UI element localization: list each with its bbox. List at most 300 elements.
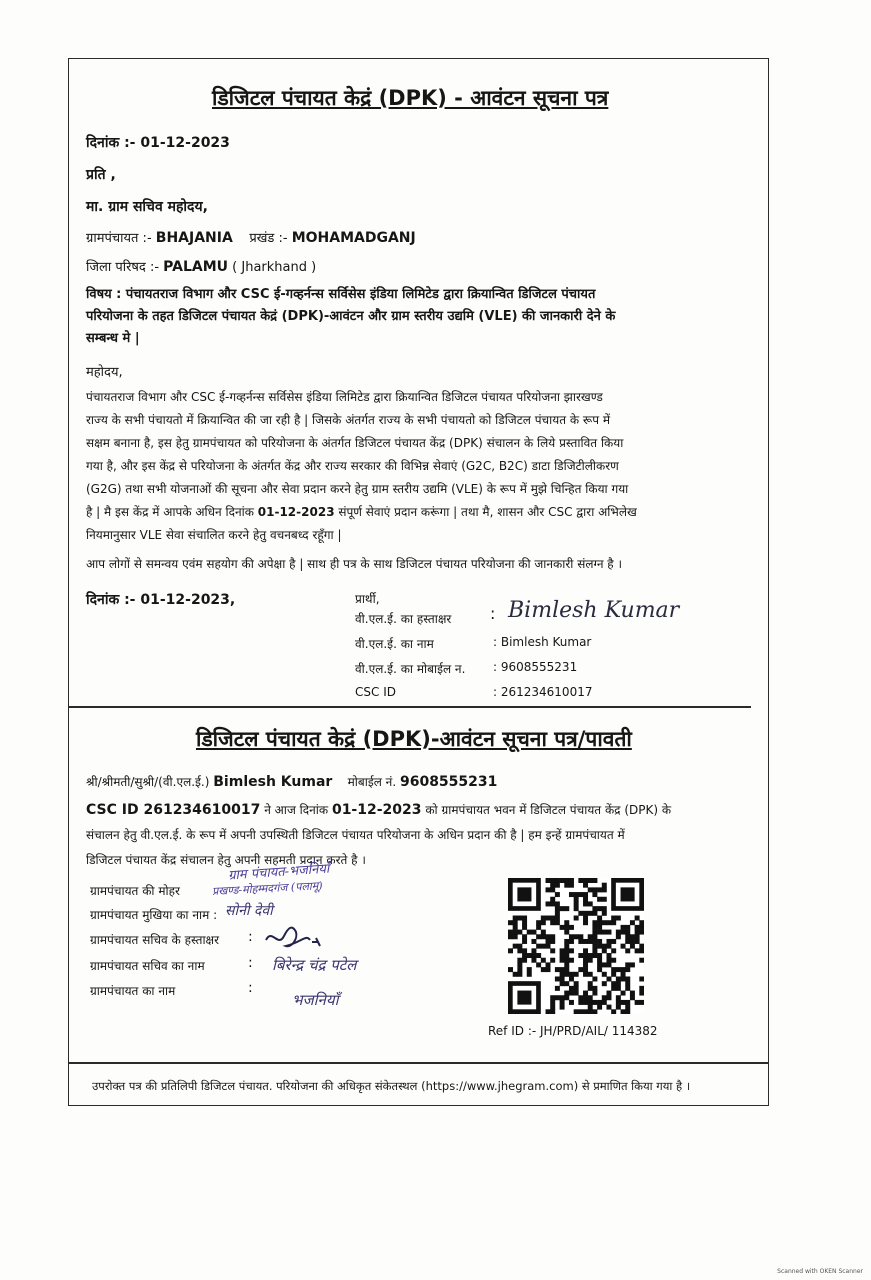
- qr-module: [611, 1009, 616, 1014]
- subject-line-2: परियोजना के तहत डिजिटल पंचायत केद्रं (DPK)-आवंटन और ग्राम स्तरीय उद्यमि (VLE) की जानकारी देने के: [86, 309, 616, 324]
- qr-module: [541, 930, 546, 935]
- qr-module: [569, 1000, 574, 1005]
- qr-module: [606, 939, 611, 944]
- qr-module: [517, 930, 522, 935]
- qr-module: [588, 911, 593, 916]
- qr-module: [588, 901, 593, 906]
- qr-module: [583, 953, 588, 958]
- qr-module: [602, 972, 607, 977]
- body-line-4: गया है, और इस केंद्र से परियोजना के अंतर्गत केंद्र और राज्य सरकार की विभिन्न सेवाएं (G2C, B2C) डाटा डिजिटीलीकरण: [86, 459, 619, 473]
- qr-module: [560, 958, 565, 963]
- qr-module: [606, 995, 611, 1000]
- qr-module: [616, 995, 621, 1000]
- qr-module: [616, 976, 621, 981]
- qr-module: [592, 944, 597, 949]
- qr-module: [569, 934, 574, 939]
- qr-module: [578, 892, 583, 897]
- gp-handwriting: भजनियाँ: [292, 991, 339, 1009]
- qr-module: [517, 958, 522, 963]
- qr-module: [555, 995, 560, 1000]
- qr-module: [588, 878, 593, 883]
- qr-module: [550, 883, 555, 888]
- subject-label: विषय :: [86, 287, 122, 302]
- qr-module: [597, 1000, 602, 1005]
- secretary-handwriting: बिरेन्द्र चंद्र पटेल: [272, 956, 357, 974]
- qr-module: [555, 901, 560, 906]
- block-label: प्रखंड :-: [249, 231, 288, 246]
- qr-module: [639, 930, 644, 935]
- district-row: [86, 257, 316, 275]
- qr-module: [592, 948, 597, 953]
- applicant-label: प्रार्थी,: [355, 592, 380, 606]
- qr-module: [564, 948, 569, 953]
- qr-module: [611, 916, 616, 921]
- qr-module: [564, 995, 569, 1000]
- csc-label: CSC ID: [355, 685, 396, 699]
- sign-date: दिनांक :- 01-12-2023,: [86, 592, 236, 608]
- gp-stamp-line-1: ग्राम पंचायत-भजनियाँ: [227, 861, 330, 884]
- qr-module: [588, 939, 593, 944]
- qr-module: [583, 883, 588, 888]
- qr-module: [639, 920, 644, 925]
- gp-row: [86, 228, 416, 246]
- qr-module: [578, 953, 583, 958]
- qr-module: [513, 916, 518, 921]
- qr-module: [541, 920, 546, 925]
- addressee: मा. ग्राम सचिव महोदय,: [86, 199, 208, 215]
- qr-module: [625, 962, 630, 967]
- qr-module: [541, 958, 546, 963]
- qr-module: [574, 906, 579, 911]
- qr-module: [639, 958, 644, 963]
- qr-module: [522, 925, 527, 930]
- qr-module: [616, 916, 621, 921]
- qr-module: [621, 967, 626, 972]
- qr-module: [550, 878, 555, 883]
- qr-module: [602, 920, 607, 925]
- qr-module: [621, 887, 635, 901]
- qr-module: [592, 1009, 597, 1014]
- qr-module: [569, 925, 574, 930]
- qr-module: [527, 972, 532, 977]
- qr-module: [531, 930, 536, 935]
- scanner-watermark: Scanned with OKEN Scanner: [777, 1268, 863, 1275]
- qr-module: [630, 939, 635, 944]
- body-line-5: (G2G) तथा सभी योजनाओं की सूचना और सेवा प्रदान करने हेतु ग्राम स्तरीय उद्यमि (VLE) के रूप में मुझे चिन्हित किया गया: [86, 482, 629, 496]
- qr-module: [541, 916, 546, 921]
- body-line-3: सक्षम बनाना है, इस हेतु ग्रामपंचायत को परियोजना के अंतर्गत डिजिटल पंचायत केंद्र (DPK) संचालन के लिये प्रस्तावित किया: [86, 436, 624, 450]
- qr-module: [550, 916, 555, 921]
- qr-module: [564, 920, 569, 925]
- qr-module: [592, 934, 597, 939]
- qr-module: [583, 967, 588, 972]
- qr-module: [597, 1005, 602, 1010]
- qr-module: [569, 883, 574, 888]
- qr-module: [588, 986, 593, 991]
- body-line-6-date: 01-12-2023: [257, 505, 335, 519]
- qr-module: [630, 934, 635, 939]
- qr-module: [574, 972, 579, 977]
- qr-module: [569, 972, 574, 977]
- qr-module: [616, 981, 621, 986]
- qr-module: [592, 953, 597, 958]
- qr-module: [555, 911, 560, 916]
- qr-module: [531, 958, 536, 963]
- qr-module: [546, 939, 551, 944]
- qr-module: [630, 944, 635, 949]
- body-line-7: नियमानुसार VLE सेवा संचालित करने हेतु वचनबध्द रहूँगा |: [86, 528, 342, 542]
- qr-module: [546, 1009, 551, 1014]
- gp-label: ग्रामपंचायत :-: [86, 231, 152, 246]
- qr-module: [578, 1000, 583, 1005]
- section-divider: [68, 706, 751, 708]
- qr-module: [574, 1009, 579, 1014]
- csc-id: : 261234610017: [493, 685, 593, 699]
- qr-module: [583, 995, 588, 1000]
- qr-module: [597, 930, 602, 935]
- qr-module: [550, 901, 555, 906]
- qr-module: [592, 887, 597, 892]
- qr-module: [635, 1000, 640, 1005]
- qr-module: [531, 953, 536, 958]
- qr-module: [606, 991, 611, 996]
- vle-name: : Bimlesh Kumar: [493, 635, 592, 649]
- vle-name-label: वी.एल.ई. का नाम: [355, 637, 434, 651]
- qr-module: [606, 930, 611, 935]
- qr-module: [630, 995, 635, 1000]
- qr-module: [546, 916, 551, 921]
- qr-module: [560, 972, 565, 977]
- qr-module: [560, 967, 565, 972]
- qr-module: [597, 925, 602, 930]
- qr-module: [569, 878, 574, 883]
- qr-module: [560, 981, 565, 986]
- qr-module: [531, 939, 536, 944]
- qr-module: [555, 986, 560, 991]
- secretary-sign-label: ग्रामपंचायत सचिव के हस्ताक्षर: [90, 933, 220, 947]
- qr-module: [508, 934, 513, 939]
- qr-module: [550, 887, 555, 892]
- subject-line-3: सम्बन्ध मे |: [86, 331, 140, 346]
- qr-module: [569, 892, 574, 897]
- district-label: जिला परिषद :-: [86, 260, 160, 275]
- qr-module: [625, 948, 630, 953]
- qr-module: [597, 920, 602, 925]
- qr-module: [588, 934, 593, 939]
- qr-module: [508, 920, 513, 925]
- qr-module: [555, 892, 560, 897]
- ack-line-2: संचालन हेतु वी.एल.ई. के रूप में अपनी उपस्थिती डिजिटल पंचायत परियोजना के अधिन प्रदान की है | हम इन्हें ग्रामपंचायत में: [86, 828, 625, 842]
- qr-module: [611, 920, 616, 925]
- qr-module: [522, 916, 527, 921]
- qr-module: [611, 972, 616, 977]
- qr-module: [574, 892, 579, 897]
- qr-module: [517, 967, 522, 972]
- qr-module: [588, 1000, 593, 1005]
- qr-module: [564, 930, 569, 935]
- qr-module: [630, 920, 635, 925]
- qr-module: [550, 920, 555, 925]
- qr-module: [560, 995, 565, 1000]
- letter-date: दिनांक :- 01-12-2023: [86, 135, 230, 151]
- qr-code: [508, 878, 644, 1014]
- qr-module: [555, 906, 560, 911]
- qr-module: [583, 948, 588, 953]
- qr-module: [625, 930, 630, 935]
- seal-label: ग्रामपंचायत की मोहर: [90, 884, 180, 898]
- qr-module: [578, 995, 583, 1000]
- qr-module: [527, 930, 532, 935]
- qr-module: [602, 1000, 607, 1005]
- qr-module: [621, 976, 626, 981]
- qr-module: [560, 1000, 565, 1005]
- qr-module: [578, 967, 583, 972]
- qr-module: [606, 953, 611, 958]
- qr-module: [583, 1000, 588, 1005]
- block-value: MOHAMADGANJ: [291, 230, 416, 246]
- qr-module: [588, 995, 593, 1000]
- qr-module: [588, 953, 593, 958]
- qr-module: [517, 972, 522, 977]
- qr-module: [639, 948, 644, 953]
- qr-module: [616, 1000, 621, 1005]
- qr-module: [635, 925, 640, 930]
- qr-module: [625, 939, 630, 944]
- qr-module: [625, 981, 630, 986]
- qr-module: [625, 967, 630, 972]
- ack-line-1-post: को ग्रामपंचायत भवन में डिजिटल पंचायत केंद्र (DPK) के: [425, 803, 672, 817]
- qr-module: [625, 934, 630, 939]
- qr-module: [611, 981, 616, 986]
- qr-module: [639, 991, 644, 996]
- qr-module: [517, 944, 522, 949]
- qr-module: [546, 901, 551, 906]
- head-label: ग्रामपंचायत मुखिया का नाम :: [90, 908, 218, 922]
- qr-module: [592, 878, 597, 883]
- qr-module: [555, 883, 560, 888]
- ack-line-1-mid: ने आज दिनांक: [264, 803, 329, 817]
- qr-module: [616, 1005, 621, 1010]
- qr-module: [635, 939, 640, 944]
- qr-module: [602, 883, 607, 888]
- qr-module: [616, 930, 621, 935]
- vle-row: [86, 773, 497, 790]
- qr-module: [635, 930, 640, 935]
- qr-module: [588, 1005, 593, 1010]
- qr-module: [564, 925, 569, 930]
- qr-module: [517, 916, 522, 921]
- qr-module: [583, 962, 588, 967]
- qr-module: [517, 887, 531, 901]
- salutation: महोदय,: [86, 365, 123, 380]
- qr-module: [602, 906, 607, 911]
- qr-module: [592, 911, 597, 916]
- qr-module: [639, 944, 644, 949]
- qr-module: [522, 934, 527, 939]
- qr-module: [550, 948, 555, 953]
- qr-module: [639, 976, 644, 981]
- qr-module: [602, 962, 607, 967]
- qr-module: [564, 906, 569, 911]
- ack-mobile-label: मोबाईल नं.: [347, 775, 397, 789]
- qr-module: [583, 916, 588, 921]
- qr-module: [560, 906, 565, 911]
- qr-module: [546, 962, 551, 967]
- qr-module: [597, 939, 602, 944]
- qr-module: [597, 967, 602, 972]
- qr-module: [588, 972, 593, 977]
- qr-module: [588, 958, 593, 963]
- qr-module: [541, 944, 546, 949]
- qr-module: [550, 1005, 555, 1010]
- qr-module: [639, 925, 644, 930]
- qr-module: [611, 958, 616, 963]
- qr-module: [513, 944, 518, 949]
- qr-module: [611, 948, 616, 953]
- qr-module: [621, 991, 626, 996]
- qr-module: [597, 916, 602, 921]
- qr-module: [606, 976, 611, 981]
- vle-mobile: : 9608555231: [493, 660, 578, 674]
- body-line-1: पंचायतराज विभाग और CSC ई-गव्हर्नन्स सर्विसेस इंडिया लिमिटेड द्वारा क्रियान्वित डिजिटल पंचायत परियोजना झारखण्ड: [86, 390, 603, 404]
- qr-module: [550, 897, 555, 902]
- closing-line: आप लोगों से समन्वय एवंम सहयोग की अपेक्षा है | साथ ही पत्र के साथ डिजिटल पंचायत परियोजना की जानकारी संलग्न है ।: [86, 557, 623, 571]
- qr-module: [569, 958, 574, 963]
- secretary-name-colon: :: [248, 955, 253, 971]
- qr-module: [564, 981, 569, 986]
- body-line-2: राज्य के सभी पंचायतो में क्रियान्वित की जा रही है | जिसके अंतर्गत राज्य के सभी पंचायतो को डिजिटल पंचायत के रूप में: [86, 413, 611, 427]
- qr-module: [583, 972, 588, 977]
- qr-module: [564, 972, 569, 977]
- qr-module: [574, 981, 579, 986]
- qr-module: [625, 1009, 630, 1014]
- qr-module: [592, 925, 597, 930]
- qr-module: [574, 934, 579, 939]
- qr-module: [564, 939, 569, 944]
- qr-module: [560, 1005, 565, 1010]
- qr-module: [550, 934, 555, 939]
- qr-module: [555, 976, 560, 981]
- subject-line-1: [86, 284, 595, 302]
- qr-module: [564, 953, 569, 958]
- qr-module: [625, 1000, 630, 1005]
- vle-mobile-label: वी.एल.ई. का मोबाईल न.: [355, 662, 466, 676]
- qr-module: [555, 916, 560, 921]
- qr-module: [513, 972, 518, 977]
- qr-module: [583, 878, 588, 883]
- qr-module: [588, 1009, 593, 1014]
- qr-module: [522, 920, 527, 925]
- qr-module: [611, 967, 616, 972]
- qr-module: [592, 906, 597, 911]
- qr-module: [602, 911, 607, 916]
- ack-csc-id: CSC ID 261234610017: [86, 802, 261, 818]
- qr-module: [597, 887, 602, 892]
- qr-module: [560, 878, 565, 883]
- qr-module: [616, 967, 621, 972]
- qr-module: [574, 991, 579, 996]
- qr-module: [555, 878, 560, 883]
- qr-module: [583, 920, 588, 925]
- qr-module: [621, 972, 626, 977]
- qr-module: [569, 948, 574, 953]
- qr-module: [635, 916, 640, 921]
- qr-module: [625, 976, 630, 981]
- footer-divider: [68, 1062, 769, 1064]
- qr-module: [527, 967, 532, 972]
- qr-module: [583, 897, 588, 902]
- ack-date: 01-12-2023: [331, 802, 422, 818]
- qr-module: [508, 948, 513, 953]
- qr-module: [513, 920, 518, 925]
- qr-module: [625, 986, 630, 991]
- qr-module: [611, 986, 616, 991]
- qr-module: [611, 939, 616, 944]
- vle-sign-label: वी.एल.ई. का हस्ताक्षर: [355, 612, 452, 626]
- qr-module: [597, 962, 602, 967]
- qr-module: [639, 986, 644, 991]
- qr-module: [583, 939, 588, 944]
- qr-module: [564, 944, 569, 949]
- qr-module: [546, 934, 551, 939]
- ack-line-3: डिजिटल पंचायत केंद्र संचालन हेतु अपनी सहमती प्रदान करते है ।: [86, 853, 366, 867]
- qr-module: [588, 981, 593, 986]
- qr-module: [583, 991, 588, 996]
- qr-module: [602, 981, 607, 986]
- gp-name-colon: :: [248, 980, 253, 996]
- qr-module: [574, 986, 579, 991]
- qr-module: [546, 887, 551, 892]
- qr-module: [621, 1000, 626, 1005]
- qr-module: [578, 939, 583, 944]
- qr-module: [578, 934, 583, 939]
- qr-module: [574, 901, 579, 906]
- qr-module: [550, 939, 555, 944]
- qr-module: [592, 1000, 597, 1005]
- qr-module: [583, 911, 588, 916]
- qr-module: [569, 991, 574, 996]
- qr-module: [606, 958, 611, 963]
- qr-module: [602, 887, 607, 892]
- ack-line-1: [86, 801, 671, 818]
- qr-module: [564, 883, 569, 888]
- qr-module: [606, 962, 611, 967]
- gp-value: BHAJANIA: [155, 230, 233, 246]
- qr-module: [635, 948, 640, 953]
- qr-module: [564, 958, 569, 963]
- secretary-signature: [262, 918, 332, 954]
- qr-module: [522, 948, 527, 953]
- qr-module: [625, 925, 630, 930]
- to-line: प्रति ,: [86, 167, 116, 183]
- page-title: डिजिटल पंचायत केद्रं (DPK) - आवंटन सूचना पत्र: [212, 86, 609, 110]
- qr-module: [508, 967, 513, 972]
- qr-module: [597, 953, 602, 958]
- qr-module: [555, 920, 560, 925]
- qr-module: [597, 944, 602, 949]
- qr-module: [583, 1009, 588, 1014]
- qr-module: [560, 948, 565, 953]
- qr-module: [639, 1000, 644, 1005]
- qr-module: [550, 995, 555, 1000]
- qr-module: [550, 958, 555, 963]
- qr-module: [546, 944, 551, 949]
- body-line-6-post: संपूर्ण सेवाएं प्रदान करूंगा | तथा मै, शासन और CSC द्वारा अभिलेख: [338, 505, 637, 519]
- qr-module: [531, 948, 536, 953]
- qr-module: [569, 976, 574, 981]
- qr-module: [536, 953, 541, 958]
- qr-module: [592, 991, 597, 996]
